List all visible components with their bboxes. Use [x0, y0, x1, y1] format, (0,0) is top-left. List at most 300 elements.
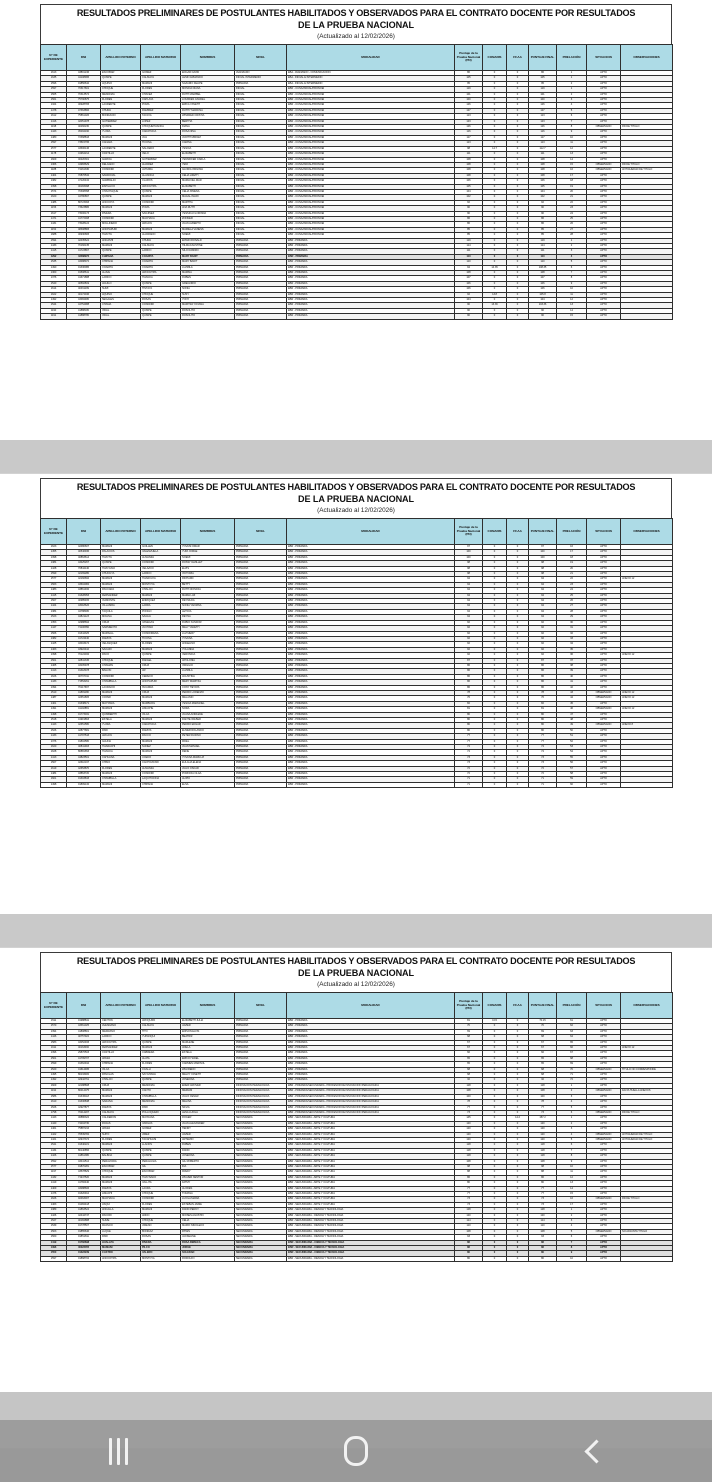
cell-11: 1 [557, 87, 587, 92]
cell-8: 0 [483, 135, 507, 140]
cell-3: MONTOYA [141, 1256, 181, 1261]
document-title-line2: DE LA PRUEBA NACIONAL [298, 967, 414, 978]
table-body-3[interactable] [41, 1019, 673, 1262]
cell-8: 0 [483, 314, 507, 319]
cell-7: 128 [455, 1208, 483, 1213]
cell-11: 24 [557, 211, 587, 216]
document-page-3[interactable] [0, 948, 712, 1448]
cell-5: PRIMARIA [235, 298, 287, 303]
cell-12: APTO [587, 545, 621, 550]
cell-1: 40220301 [67, 157, 101, 162]
cell-5: PRIMARIA [235, 254, 287, 259]
cell-1: 41102881 [67, 707, 101, 712]
cell-4: BETTY [181, 582, 235, 587]
cell-7: 98 [455, 566, 483, 571]
cell-3: HUAYNADO [141, 1175, 181, 1180]
cell-1: 01988841 [67, 1019, 101, 1024]
cell-9: 0 [507, 772, 529, 777]
cell-2: CHIPANA [101, 254, 141, 259]
cell-0: 1398 [41, 653, 67, 658]
cell-3: CLAROS [141, 179, 181, 184]
cell-5: SECUNDARIA [235, 1256, 287, 1261]
cell-6: EBR - SECUNDARIA - CIENCIA Y TECNOLOGIA [287, 1208, 455, 1213]
column-header-1: DNI [67, 45, 101, 71]
cell-1: 41671888 [67, 276, 101, 281]
cell-5: PRIMARIA [235, 663, 287, 668]
cell-11: 11 [557, 141, 587, 146]
cell-4: DIANA [181, 125, 235, 130]
cell-5: SECUNDARIA [235, 1224, 287, 1229]
cell-8: 0 [483, 141, 507, 146]
cell-8: 0 [483, 755, 507, 760]
cell-1: 46928783 [67, 103, 101, 108]
cell-7: 100 [455, 550, 483, 555]
cell-7: 71 [455, 777, 483, 782]
cell-1: 70308358 [67, 189, 101, 194]
column-header-2: APELLIDO PATERNO [101, 993, 141, 1019]
cell-10: 85 [529, 233, 557, 238]
cell-1: 46183098 [67, 184, 101, 189]
cell-10: 86 [529, 1175, 557, 1180]
cell-0: 1178 [41, 152, 67, 157]
cell-4: MARIO NINOLECO [181, 1224, 235, 1229]
cell-4: NILO RAMIRO [181, 249, 235, 254]
cell-6: EBR - PRIMARIA [287, 1073, 455, 1078]
cell-4: WINFRED CRISTIA [181, 114, 235, 119]
cell-9: 0 [507, 135, 529, 140]
cell-8: 0 [483, 1202, 507, 1207]
recents-button[interactable] [59, 1420, 179, 1482]
cell-10: 86 [529, 1240, 557, 1245]
home-button[interactable] [296, 1420, 416, 1482]
cell-1: 70166135 [67, 244, 101, 249]
cell-7: 95 [455, 81, 483, 86]
cell-1: 42166692 [67, 577, 101, 582]
cell-3: FLORES [141, 87, 181, 92]
cell-5: INNOVACION PEDAGOGICA [235, 1100, 287, 1105]
cell-11: 55 [557, 755, 587, 760]
cell-0: 1491 [41, 707, 67, 712]
cell-2: CALISAYA [101, 1110, 141, 1115]
cell-5: INICIAL [235, 103, 287, 108]
cell-9: 0 [507, 631, 529, 636]
cell-9: 0 [507, 1235, 529, 1240]
cell-4: GREGORIO [181, 281, 235, 286]
cell-2: PERALTADA [101, 1159, 141, 1164]
cell-10: 120 [529, 1121, 557, 1126]
cell-4: ROSOLITO [181, 314, 235, 319]
cell-4: JULIO CESAR [181, 1094, 235, 1099]
cell-1: 70117697 [67, 685, 101, 690]
column-header-7: Puntaje de la Prueba Nacional (PN) [455, 45, 483, 71]
cell-2: GARIBALDI [101, 179, 141, 184]
cell-5: SECUNDARIA [235, 1181, 287, 1186]
cell-12: APTO [587, 222, 621, 227]
cell-3: CACHICATARI [141, 761, 181, 766]
cell-4: NAZARIO FELIPE [181, 81, 235, 86]
cell-11: 6 [557, 1143, 587, 1148]
cell-4: ELSA [181, 782, 235, 787]
cell-0: 1535 [41, 260, 67, 265]
cell-2: SEGALES [101, 298, 141, 303]
cell-9: 0 [507, 254, 529, 259]
results-table-3[interactable] [40, 992, 673, 1262]
cell-0: 1396 [41, 1246, 67, 1251]
cell-12: APTO [587, 1256, 621, 1261]
table-body-1[interactable] [41, 71, 673, 320]
cell-9: 0 [507, 1202, 529, 1207]
cell-0: 1597 [41, 141, 67, 146]
cell-5: INICIAL [235, 206, 287, 211]
cell-11: 10 [557, 1256, 587, 1261]
table-header-1 [41, 45, 673, 71]
cell-12: APTO [587, 1159, 621, 1164]
cell-1: 40163460 [67, 1046, 101, 1051]
cell-0: 1394 [41, 685, 67, 690]
cell-12: APTO [587, 588, 621, 593]
cell-1: 01320912 [67, 1192, 101, 1197]
cell-13: TITULO NO CORRESPONDE [621, 1067, 673, 1072]
cell-0: 1617 [41, 211, 67, 216]
cell-3: CONDORENA [141, 631, 181, 636]
cell-12: APTO [587, 119, 621, 124]
cell-2: RAMOS [101, 636, 141, 641]
cell-10: 94 [529, 604, 557, 609]
cell-8: 0 [483, 130, 507, 135]
cell-1: 70317601 [67, 87, 101, 92]
cell-7: 90 [455, 314, 483, 319]
cell-2: QUISPE [101, 125, 141, 130]
document-page-2[interactable] [0, 474, 712, 914]
cell-4: TOMASA [181, 1192, 235, 1197]
cell-10: 104 [529, 189, 557, 194]
cell-12: APTO [587, 1073, 621, 1078]
cell-1: 42877681 [67, 728, 101, 733]
cell-3: MAYDANA [141, 1116, 181, 1121]
cell-2: QUISPE [101, 76, 141, 81]
cell-13: RD DE TITULO [621, 1197, 673, 1202]
cell-10: 94 [529, 593, 557, 598]
cell-2: SUMI [101, 287, 141, 292]
cell-9: 0 [507, 739, 529, 744]
cell-12: OBSERVADO [587, 690, 621, 695]
cell-3: AROCUTIPA [141, 184, 181, 189]
back-icon [584, 1439, 608, 1463]
cell-7: 73 [455, 1110, 483, 1115]
cell-9: 0 [507, 745, 529, 750]
cell-1: 44823501 [67, 755, 101, 760]
cell-1: 29876503 [67, 1051, 101, 1056]
cell-9: 0 [507, 146, 529, 151]
cell-8: 0 [483, 696, 507, 701]
cell-9: 0 [507, 647, 529, 652]
column-header-0: N° DE EXPEDIENTE [41, 993, 67, 1019]
cell-4: HILMA FAUSTINE [181, 244, 235, 249]
cell-11: 8 [557, 125, 587, 130]
cell-6: EBR - CUNA/INICIAL/PRONOEI [287, 216, 455, 221]
cell-0: 1563 [41, 582, 67, 587]
cell-4: RENE [181, 750, 235, 755]
cell-0: 1622 [41, 292, 67, 297]
cell-6: EBR - CUNA/INICIAL/PRONOEI [287, 211, 455, 216]
cell-0: 1583 [41, 1040, 67, 1045]
cell-1: 40841903 [67, 745, 101, 750]
cell-4: YOVANI OMAR [181, 545, 235, 550]
cell-5: INNOVACION PEDAGOGICA [235, 1094, 287, 1099]
title-block-1 [40, 4, 672, 44]
cell-7: 102 [455, 195, 483, 200]
cell-2: GARCIA [101, 157, 141, 162]
results-table-2[interactable] [40, 518, 673, 788]
cell-7: 94 [455, 582, 483, 587]
cell-11: 30 [557, 620, 587, 625]
cell-6: EBR - SECUNDARIA - CIENCIA Y TECNOLOGIA [287, 1251, 455, 1256]
cell-3: JAHUIRA [141, 168, 181, 173]
cell-11: 19 [557, 561, 587, 566]
cell-2: MAMANI [101, 244, 141, 249]
cell-6: EBR - PRIMARIA [287, 766, 455, 771]
cell-10: 90 [529, 314, 557, 319]
cell-6: EBR - PRIMARIA [287, 550, 455, 555]
cell-0: 1376 [41, 739, 67, 744]
cell-11: 6 [557, 114, 587, 119]
cell-12: APTO [587, 1186, 621, 1191]
android-navigation-bar[interactable] [0, 1420, 712, 1482]
cell-11: 7 [557, 1240, 587, 1245]
cell-5: PRIMARIA [235, 1040, 287, 1045]
cell-0: 1382 [41, 179, 67, 184]
cell-5: PRIMARIA [235, 653, 287, 658]
cell-3: MACHACA [141, 216, 181, 221]
cell-8: 0 [483, 200, 507, 205]
cell-1: 74161330 [67, 168, 101, 173]
cell-12: APTO [587, 249, 621, 254]
cell-5: SECUNDARIA [235, 1240, 287, 1245]
cell-5: PRIMARIA [235, 707, 287, 712]
cell-7: 108 [455, 173, 483, 178]
cell-12: APTO [587, 626, 621, 631]
column-header-11: PRELACIÓN [557, 45, 587, 71]
results-table-1[interactable] [40, 44, 673, 320]
cell-7: 94 [455, 593, 483, 598]
cell-12: APTO [587, 550, 621, 555]
cell-12: APTO [587, 292, 621, 297]
cell-13: ANTIGUEDAD DE TITULO [621, 1137, 673, 1142]
cell-5: INNOVACION PEDAGOGICA [235, 1089, 287, 1094]
cell-0: 1398 [41, 555, 67, 560]
cell-1: 43578829 [67, 1170, 101, 1175]
cell-11: 11 [557, 1170, 587, 1175]
cell-12: APTO [587, 653, 621, 658]
cell-8: 0 [483, 1159, 507, 1164]
cell-11: 33 [557, 636, 587, 641]
cell-1: 43922410 [67, 647, 101, 652]
cell-12: APTO [587, 244, 621, 249]
cell-3: GUILLEN [141, 545, 181, 550]
cell-9: 0 [507, 189, 529, 194]
cell-6: EBR - PRIMARIA [287, 303, 455, 308]
cell-8: 0 [483, 1224, 507, 1229]
cell-1: 02463007 [67, 1197, 101, 1202]
cell-12: APTO [587, 1046, 621, 1051]
cell-3: ALMANZA [141, 555, 181, 560]
cell-7: 94 [455, 615, 483, 620]
cell-8: 0 [483, 658, 507, 663]
cell-0: 1486 [41, 200, 67, 205]
cell-0: 1594 [41, 238, 67, 243]
cell-1: 43488972 [67, 260, 101, 265]
cell-10: 86 [529, 669, 557, 674]
cell-1: 42444747 [67, 1213, 101, 1218]
cell-11: 27 [557, 604, 587, 609]
cell-1: 01336086 [67, 265, 101, 270]
cell-9: 0 [507, 1094, 529, 1099]
cell-8: 0 [483, 582, 507, 587]
cell-11: 35 [557, 647, 587, 652]
cell-6: EBR - SECUNDARIA - ARTE Y CULTURA [287, 1197, 455, 1202]
cell-8: 0 [483, 308, 507, 313]
table-row[interactable] [41, 314, 673, 319]
cell-7: 80 [455, 723, 483, 728]
cell-4: REYNILDA [181, 599, 235, 604]
table-row[interactable] [41, 1256, 673, 1261]
cell-2: CRUZ [101, 1083, 141, 1088]
cell-0: 1498 [41, 782, 67, 787]
cell-7: 113 [455, 141, 483, 146]
cell-12: APTO [587, 184, 621, 189]
cell-3: LARICO [141, 572, 181, 577]
cell-4: MELINA [181, 1100, 235, 1105]
cell-6: EBR - PRIMARIA [287, 1029, 455, 1034]
column-header-13: OBSERVACIONES [621, 45, 673, 71]
cell-3: AROCUTIPA [141, 271, 181, 276]
cell-1: 40546936 [67, 550, 101, 555]
cell-12: APTO [587, 1035, 621, 1040]
cell-5: PRIMARIA [235, 276, 287, 281]
cell-10: 92 [529, 636, 557, 641]
cell-6: EBR - PRIMARIA [287, 604, 455, 609]
cell-10: 94 [529, 609, 557, 614]
table-row[interactable] [41, 782, 673, 787]
cell-4: RUBIO XANDOR [181, 620, 235, 625]
cell-10: 108.35 [529, 265, 557, 270]
cell-9: 0 [507, 658, 529, 663]
cell-9: 0 [507, 750, 529, 755]
cell-3: CARAHUCA [141, 130, 181, 135]
cell-3: CRUZ [141, 690, 181, 695]
cell-1: 41808801 [67, 1029, 101, 1034]
cell-8: 0 [483, 298, 507, 303]
cell-8: 0 [483, 1246, 507, 1251]
cell-1: 41888780 [67, 314, 101, 319]
document-page-1[interactable] [0, 0, 712, 440]
cell-6: EBR - PRIMARIA [287, 1056, 455, 1061]
back-button[interactable] [533, 1420, 653, 1482]
cell-4: ERIKA YANETH [181, 103, 235, 108]
cell-1: 40174046 [67, 292, 101, 297]
cell-6: EBR - CUNA/INICIAL/PRONOEI [287, 233, 455, 238]
cell-8: 0 [483, 287, 507, 292]
cell-2: MAMANI [101, 690, 141, 695]
cell-5: PRIMARIA [235, 777, 287, 782]
cell-4: JUAN ALEXANDER [181, 1121, 235, 1126]
cell-4: PEDRO EDGAR [181, 723, 235, 728]
cell-5: SECUNDARIA [235, 1251, 287, 1256]
cell-3: CALISAYA [141, 1024, 181, 1029]
cell-4: YURI JORGE [181, 550, 235, 555]
cell-4: ELIZABETH [181, 184, 235, 189]
cell-12: OBSERVADO [587, 125, 621, 130]
cell-1: 43252933 [67, 1040, 101, 1045]
cell-0: 1520 [41, 1067, 67, 1072]
table-body-2[interactable] [41, 545, 673, 788]
cell-0: 1360 [41, 271, 67, 276]
cell-5: PRIMARIA [235, 292, 287, 297]
cell-13: ANEXO 12 [621, 1046, 673, 1051]
cell-12: APTO [587, 766, 621, 771]
cell-4: MARY BADIT [181, 260, 235, 265]
cell-1: 42841345 [67, 658, 101, 663]
cell-10: 123 [529, 119, 557, 124]
cell-11: 2 [557, 1089, 587, 1094]
cell-6: EBR - CUNA/INICIAL/PRONOEI [287, 173, 455, 178]
cell-4: YESICA MARIANEL [181, 701, 235, 706]
cell-4: MELY YANETH [181, 626, 235, 631]
cell-0: 1614 [41, 287, 67, 292]
cell-2: LAURENTE [101, 103, 141, 108]
cell-10: 94 [529, 588, 557, 593]
cell-11: 5 [557, 108, 587, 113]
cell-11: 13 [557, 303, 587, 308]
cell-2: HUAYCANI [101, 566, 141, 571]
cell-12: APTO [587, 114, 621, 119]
cell-1: 41919863 [67, 718, 101, 723]
cell-8: 0 [483, 152, 507, 157]
cell-10: 87 [529, 658, 557, 663]
cell-10: 101 [529, 92, 557, 97]
cell-12: APTO [587, 663, 621, 668]
cell-5: PRIMARIA [235, 745, 287, 750]
cell-11: 43 [557, 690, 587, 695]
cell-5: INICIAL INTERMEDIO [235, 76, 287, 81]
cell-10: 72 [529, 766, 557, 771]
cell-0: 1560 [41, 1235, 67, 1240]
cell-7: 126 [455, 103, 483, 108]
cell-7: 87 [455, 658, 483, 663]
cell-8: 0 [483, 1197, 507, 1202]
cell-10: 74 [529, 750, 557, 755]
cell-9: 0 [507, 593, 529, 598]
cell-8: 0 [483, 566, 507, 571]
cell-11: 16 [557, 545, 587, 550]
cell-8: 0 [483, 1186, 507, 1191]
cell-0: 1483 [41, 588, 67, 593]
cell-2: FRANCO [101, 1224, 141, 1229]
cell-6: EBR - CUNA/INICIAL/PRONOEI [287, 119, 455, 124]
cell-0: 1376 [41, 276, 67, 281]
cell-6: EBR - PRIMARIA [287, 642, 455, 647]
cell-3: PARI [141, 1105, 181, 1110]
cell-12: APTO [587, 1235, 621, 1240]
cell-8: 0 [483, 1078, 507, 1083]
cell-0: 1601 [41, 777, 67, 782]
cell-1: 74106350 [67, 626, 101, 631]
cell-2: MARSALL [101, 631, 141, 636]
document-title-line1: RESULTADOS PRELIMINARES DE POSTULANTES HABILITADOS Y OBSERVADOS PARA EL CONTRATO DOCENTE POR RESULTADOS [76, 956, 636, 966]
column-header-12: SITUACION [587, 45, 621, 71]
cell-2: LAURACIO [101, 685, 141, 690]
cell-1: 71553261 [67, 680, 101, 685]
